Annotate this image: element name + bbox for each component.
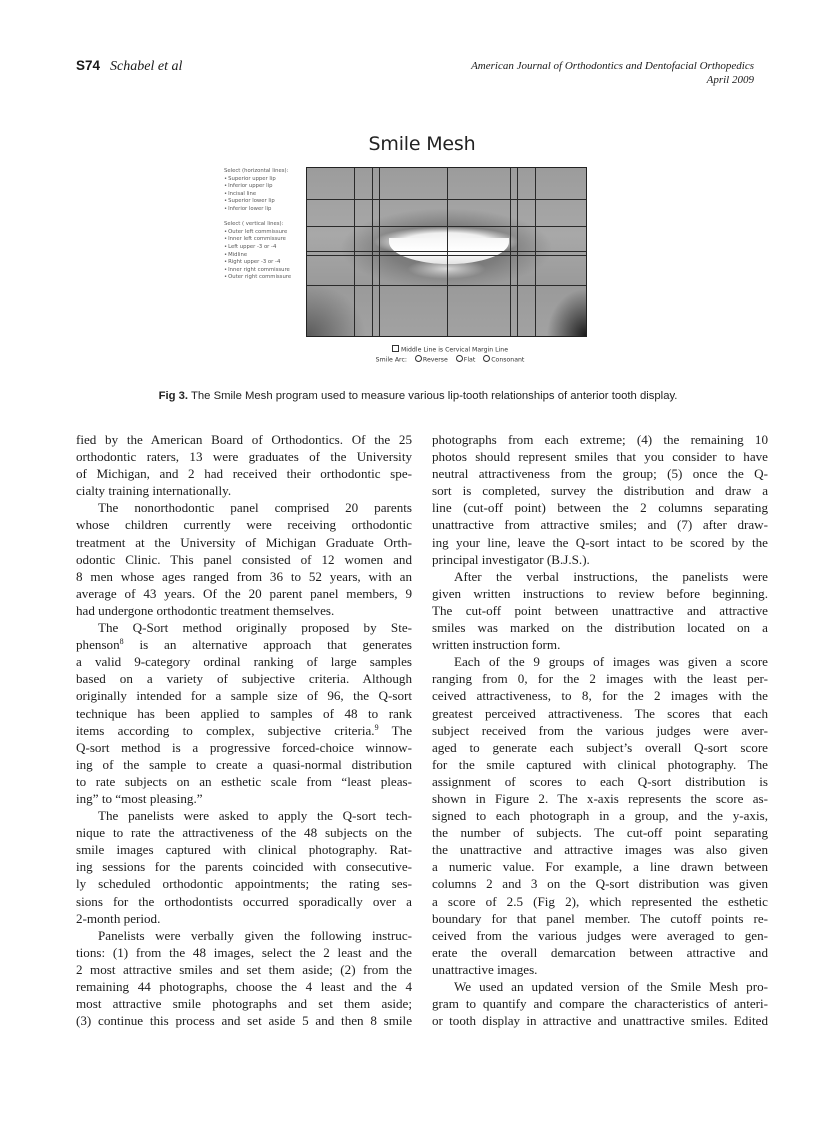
- text-line: The cut-off point between unattractive and attractive: [432, 602, 768, 618]
- text-line: neutral attractiveness from the group; (5) once the Q-: [432, 466, 768, 482]
- page-number: S74: [76, 58, 101, 73]
- text-line: nique to rate the attractiveness of the 48 subjects on the: [76, 825, 412, 841]
- text-line: ing your line, leave the Q-sort intact to be scored by the: [432, 534, 768, 550]
- horizontal-line-option: • Superior upper lip: [224, 176, 306, 184]
- text-line: photos should represent smiles that you consider to have: [432, 449, 768, 465]
- radio-icon: [483, 355, 490, 362]
- text-line: or tooth display in attractive and unattractive smiles. Edited: [432, 1013, 768, 1029]
- smile-arc-options: [300, 355, 600, 365]
- text-line: smile images captured with clinical photography. Rat-: [76, 842, 412, 858]
- smile-arc-option-consonant: Consonant: [491, 356, 525, 363]
- text-line: 2-month period.: [76, 910, 161, 926]
- horizontal-lines-heading: Select (horizontal lines):: [224, 168, 289, 174]
- text-line: fied by the American Board of Orthodontics. Of the 25: [76, 432, 412, 447]
- radio-icon: [415, 355, 422, 362]
- horizontal-line-option: • Inferior upper lip: [224, 183, 306, 191]
- text-line: boundary for that panel member. The cutoff points re-: [432, 910, 768, 926]
- body-column-left: [76, 431, 412, 1029]
- text-line: written instruction form.: [432, 637, 561, 653]
- text-line: erate the overall demarcation between attractive and: [432, 944, 768, 960]
- text-line: items according to complex, subjective criteria.$^9$ The: [76, 722, 413, 738]
- vertical-line-option: • Inner right commissure: [224, 267, 306, 275]
- running-head-authors: Schabel et al: [110, 59, 183, 74]
- text-line: (3) continue this process and set aside 5 and then 8 smile: [76, 1013, 412, 1029]
- text-line: principal investigator (B.J.S.).: [432, 551, 590, 567]
- text-line: ceived attractiveness, to 8, for the 2 images with the: [432, 688, 768, 704]
- text-line: ceived from the various judges were averaged to gen-: [432, 927, 768, 943]
- text-line: tions: (1) from the 48 images, select the 2 least and the: [76, 944, 412, 960]
- cervical-margin-option: [300, 345, 600, 355]
- mesh-line-midline: [447, 168, 448, 336]
- text-line: a numeric value. For example, a line drawn between: [432, 859, 768, 875]
- text-line: shown in Figure 2. The x-axis represents the score as-: [432, 790, 768, 806]
- horizontal-lines-group: [224, 168, 306, 214]
- text-line: sions for the orthodontists occurred sporadically over a: [76, 893, 412, 909]
- mesh-line-inner-left-commissure: [372, 168, 373, 336]
- text-line: sort is completed, survey the distribution and draw a: [432, 483, 768, 499]
- mesh-line-inner-right-commissure: [517, 168, 518, 336]
- text-line: ing sessions for the parents coincided with consecutive-: [76, 859, 412, 875]
- smile-arc-label: Smile Arc:: [375, 356, 407, 363]
- running-head: [76, 58, 754, 90]
- text-line: ranging from 0, for the 2 images with the least per-: [432, 671, 768, 687]
- smile-mesh-image: [306, 167, 587, 337]
- text-line: aged to generate each subject’s overall Q-sort score: [432, 739, 768, 755]
- text-line: We used an updated version of the Smile Mesh pro-: [454, 979, 768, 994]
- smile-arc-option-flat: Flat: [463, 356, 476, 363]
- reference-marker: 9: [374, 722, 379, 732]
- vertical-lines-heading: Select ( vertical lines):: [224, 221, 284, 228]
- text-line: assignment of scores to each Q-sort distribution is: [432, 773, 768, 789]
- text-line: gram to quantify and compare the characteristics of anteri-: [432, 996, 768, 1012]
- mesh-line-left-upper-3-4: [379, 168, 380, 336]
- text-line: subject received from the various judges were aver-: [432, 722, 768, 738]
- text-line: cialty training internationally.: [76, 483, 232, 499]
- text-line: unattractive from attractive smiles; and (7) after draw-: [432, 517, 768, 533]
- reference-marker: 8: [119, 637, 124, 647]
- body-column-right: [432, 431, 768, 1029]
- text-line: whose children currently were receiving orthodontic: [76, 517, 412, 533]
- text-line: orthodontic raters, 13 were graduates of the University: [76, 449, 412, 465]
- vertical-line-option: • Outer left commissure: [224, 229, 306, 237]
- text-line: originally intended for a sample size of 96, the Q-sort: [76, 688, 412, 704]
- text-line: a score of 2.5 (Fig 2), which represented the esthetic: [432, 893, 768, 909]
- mesh-line-outer-left-commissure: [354, 168, 355, 336]
- text-line: ly scheduled orthodontic appointments; the rating ses-: [76, 876, 412, 892]
- vertical-line-option: • Right upper -3 or -4: [224, 259, 306, 267]
- text-line: the number of subjects. The cut-off point separating: [432, 825, 768, 841]
- text-line: treatment at the University of Michigan Graduate Orth-: [76, 534, 412, 550]
- line-selection-panel: [224, 168, 306, 290]
- text-line: After the verbal instructions, the panelists were: [454, 568, 768, 584]
- text-line: The nonorthodontic panel comprised 20 parents: [98, 500, 412, 516]
- text-line: ing of the sample to create a quasi-normal distribution: [76, 756, 412, 772]
- cervical-margin-label: Middle Line is Cervical Margin Line: [400, 346, 509, 354]
- horizontal-line-option: • Incisal line: [224, 191, 306, 199]
- caption-text: The Smile Mesh program used to measure various lip-tooth relationships of anterior tooth display.: [191, 390, 678, 402]
- text-line: columns 2 and 3 on the Q-sort distribution was given: [432, 876, 768, 892]
- issue-date: April 2009: [706, 74, 754, 86]
- text-line: average of 43 years. Of the 20 parent panel members, 9: [76, 585, 412, 601]
- checkbox-icon: [392, 345, 399, 352]
- text-line: ing” to “most pleasing.”: [76, 790, 203, 806]
- text-line: smiles was marked on the distribution located on a: [432, 620, 768, 636]
- text-line: remaining 44 photographs, choose the 4 least and the 4: [76, 979, 412, 994]
- text-line: photographs from each extreme; (4) the remaining 10: [432, 432, 768, 447]
- text-line: of Michigan, and 2 had received their orthodontic spe-: [76, 466, 412, 482]
- text-line: technique has been applied to samples of 48 to rank: [76, 705, 412, 721]
- text-line: to rate subjects on an esthetic scale from “least pleas-: [76, 773, 412, 789]
- horizontal-line-option: • Inferior lower lip: [224, 206, 306, 214]
- text-line: unattractive images.: [432, 961, 538, 977]
- vertical-line-option: • Midline: [224, 252, 306, 260]
- mesh-line-outer-right-commissure: [535, 168, 536, 336]
- text-line: The panelists were asked to apply the Q-sort tech-: [98, 808, 412, 824]
- text-line: The Q-Sort method originally proposed by Ste-: [98, 620, 412, 636]
- smile-arc-option-reverse: Reverse: [422, 356, 448, 363]
- text-line: for the smile captured with clinical photography. The: [432, 756, 768, 772]
- text-line: Panelists were verbally given the following instruc-: [98, 927, 412, 943]
- text-line: signed to each photograph in a group, and the y-axis,: [432, 808, 768, 824]
- running-head-right: [471, 59, 754, 87]
- vertical-line-option: • Left upper -3 or -4: [224, 244, 306, 252]
- journal-name: American Journal of Orthodontics and Dentofacial Orthopedics: [471, 60, 754, 72]
- text-line: a valid 9-category ordinal ranking of large samples: [76, 654, 412, 670]
- mesh-line-right-upper-3-4: [510, 168, 511, 336]
- radio-icon: [456, 355, 463, 362]
- text-line: 8 men whose ages ranged from 36 to 52 years, with an: [76, 568, 412, 584]
- text-line: odontic Clinic. This panel consisted of 12 women and: [76, 551, 412, 567]
- text-line: Q-sort method is a progressive forced-choice winnow-: [76, 739, 412, 755]
- text-line: given written instructions to review before beginning.: [432, 585, 768, 601]
- figure-title: Smile Mesh: [368, 133, 476, 155]
- text-line: had undergone orthodontic treatment themselves.: [76, 602, 335, 618]
- smile-mesh-options: [300, 345, 600, 364]
- text-line: 2 most attractive smiles and set them aside; (2) from the: [76, 961, 412, 977]
- vertical-line-option: • Inner left commissure: [224, 236, 306, 244]
- text-line: the unattractive and attractive images was also given: [432, 842, 768, 858]
- text-line: based on a variety of subjective criteria. Although: [76, 671, 412, 687]
- text-line: most attractive smile photographs and set them aside;: [76, 996, 412, 1012]
- text-line: greatest perceived attractiveness. The scores that each: [432, 705, 768, 721]
- caption-label: Fig 3.: [158, 390, 189, 402]
- figure-caption: [76, 390, 760, 402]
- text-line: line (cut-off point) between the 2 columns separating: [432, 500, 768, 516]
- text-line: phenson$^8$ is an alternative approach that generates: [76, 637, 412, 653]
- vertical-lines-group: [224, 221, 306, 282]
- running-head-left: [76, 58, 182, 75]
- text-line: Each of the 9 groups of images was given a score: [454, 654, 768, 670]
- vertical-line-option: • Outer right commissure: [224, 274, 306, 282]
- horizontal-line-option: • Superior lower lip: [224, 198, 306, 206]
